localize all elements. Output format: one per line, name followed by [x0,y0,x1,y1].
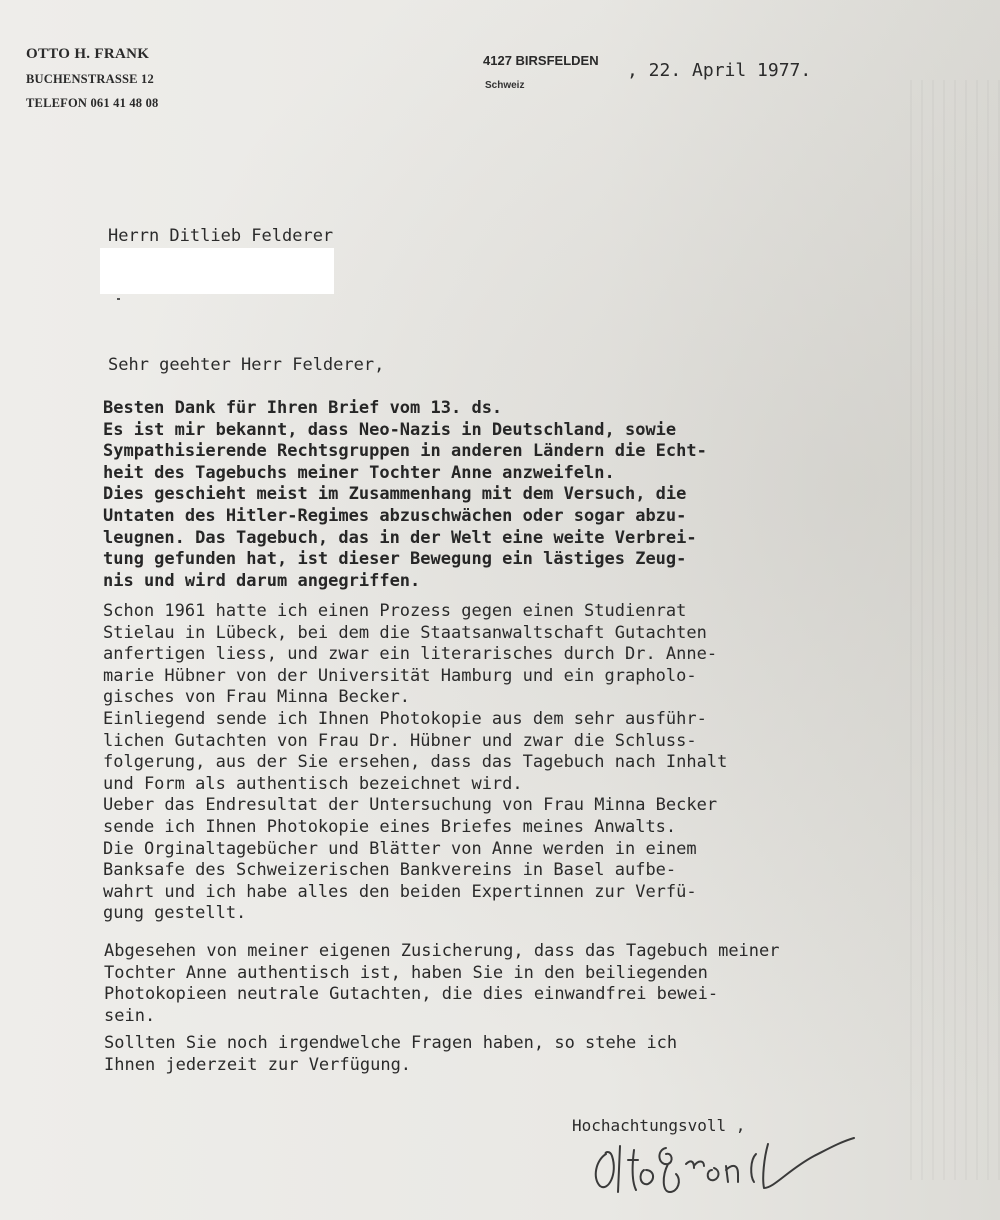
sender-place: 4127 BIRSFELDEN [483,53,599,68]
text-line: und Form als authentisch bezeichnet wird. [103,773,523,794]
text-line: heit des Tagebuchs meiner Tochter Anne anzweifeln. [103,462,615,483]
sender-name: OTTO H. FRANK [26,46,150,62]
handwritten-signature [578,1130,868,1200]
salutation: Sehr geehter Herr Felderer, [108,355,385,375]
text-line: Besten Dank für Ihren Brief vom 13. ds. [103,398,503,418]
text-line: Ueber das Endresultat der Untersuchung von Frau Minna Becker [103,795,718,816]
text-line: Sympathisierende Rechtsgruppen in anderen Ländern die Echt- [103,441,707,462]
ink-speck [117,298,120,300]
text-line: lichen Gutachten von Frau Dr. Hübner und zwar die Schluss- [103,730,697,751]
text-line: Stielau in Lübeck, bei dem die Staatsanwaltschaft Gutachten [103,622,707,643]
text-line: Es ist mir bekannt, dass Neo-Nazis in Deutschland, sowie [103,419,677,440]
text-line: Dies geschieht meist im Zusammenhang mit dem Versuch, die [103,484,687,505]
text-line: leugnen. Das Tagebuch, das in der Welt eine weite Verbrei- [103,527,697,548]
paragraph-3 [104,941,780,1027]
sender-phone: TELEFON 061 41 48 08 [26,96,159,110]
paragraph-4 [104,1033,677,1076]
closing: Hochachtungsvoll , [572,1116,746,1135]
recipient-name: Herrn Ditlieb Felderer [108,226,334,246]
letter-date: , 22. April 1977. [627,60,812,81]
text-line: Ihnen jederzeit zur Verfügung. [104,1054,412,1075]
text-line: Die Orginaltagebücher und Blätter von Anne werden in einem [103,838,697,859]
paragraph-2 [103,601,727,925]
text-line: Banksafe des Schweizerischen Bankvereins in Basel aufbe- [103,860,677,881]
text-line: gung gestellt. [103,903,247,924]
text-line: tung gefunden hat, ist dieser Bewegung ein lästiges Zeug- [103,549,687,570]
text-line: folgerung, aus der Sie ersehen, dass das Tagebuch nach Inhalt [103,752,728,773]
text-line: anfertigen liess, und zwar ein literarisches durch Dr. Anne- [103,644,718,665]
text-line: gisches von Frau Minna Becker. [103,687,411,708]
text-line: marie Hübner von der Universität Hamburg und ein grapholo- [103,665,697,686]
text-line: wahrt und ich habe alles den beiden Expertinnen zur Verfü- [103,881,697,902]
paragraph-1 [103,398,707,592]
sender-country: Schweiz [485,80,525,91]
text-line: Photokopieen neutrale Gutachten, die dies einwandfrei bewei- [104,984,719,1005]
text-line: Tochter Anne authentisch ist, haben Sie in den beiliegenden [104,962,708,983]
text-line: Sollten Sie noch irgendwelche Fragen haben, so stehe ich [104,1033,678,1053]
paper-bleed-through [910,80,1000,1180]
text-line: sende ich Ihnen Photokopie eines Briefes meines Anwalts. [103,816,677,837]
letterhead [26,46,159,111]
text-line: Schon 1961 hatte ich einen Prozess gegen einen Studienrat [103,601,687,621]
text-line: nis und wird darum angegriffen. [103,570,421,591]
text-line: Einliegend sende ich Ihnen Photokopie aus dem sehr ausführ- [103,708,707,729]
sender-street: BUCHENSTRASSE 12 [26,72,154,86]
redacted-address [100,248,334,294]
text-line: sein. [104,1005,156,1026]
text-line: Abgesehen von meiner eigenen Zusicherung, dass das Tagebuch meiner [104,941,780,961]
text-line: Untaten des Hitler-Regimes abzuschwächen oder sogar abzu- [103,505,687,526]
